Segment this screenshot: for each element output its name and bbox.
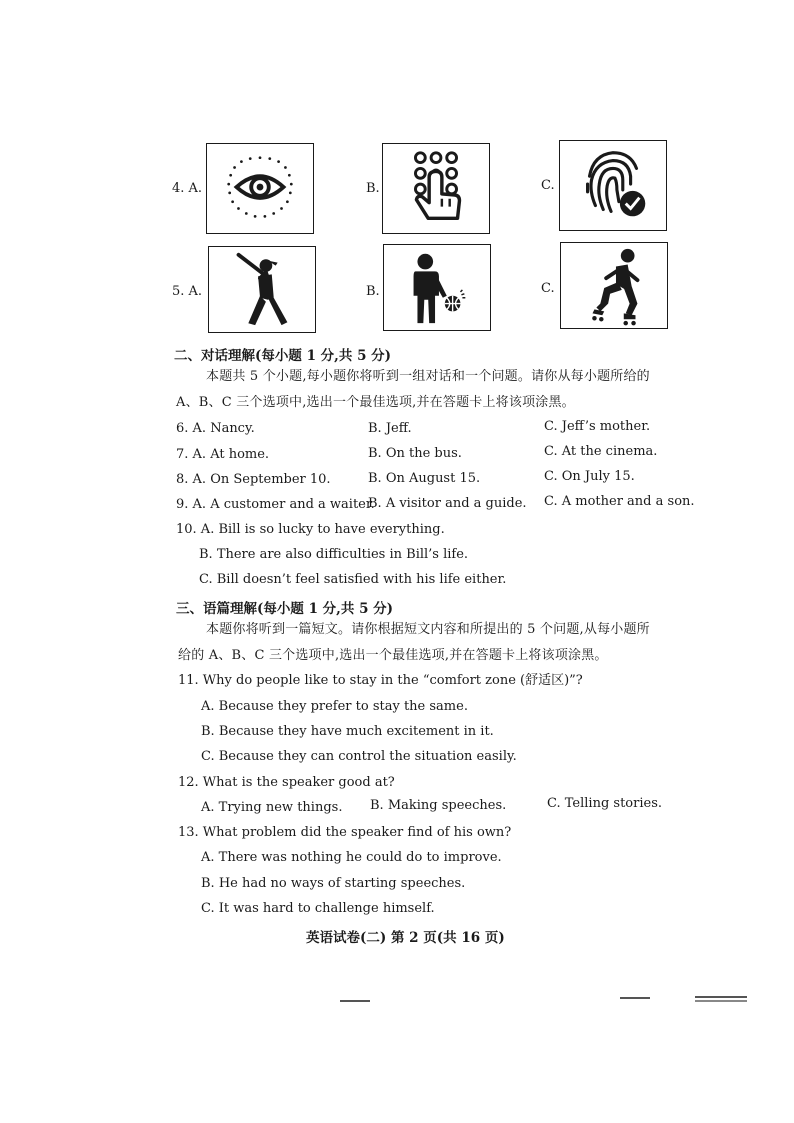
q8-option-a: 8. A. On September 10. [176,472,331,487]
section2-intro-line1: 本题共 5 个小题,每小题你将听到一组对话和一个问题。请你从每小题所给的 [206,369,650,384]
baseball-player-icon [208,246,316,333]
q9-option-a: 9. A. A customer and a waiter. [176,497,375,512]
q13-question: 13. What problem did the speaker find of his own? [178,825,512,840]
scan-mark [695,1000,747,1002]
q12-option-a: A. Trying new things. [201,800,343,815]
q10-option-b: B. There are also difficulties in Bill’s life. [199,547,469,562]
q10-option-c: C. Bill doesn’t feel satisfied with his life either. [199,572,507,587]
scan-mark [340,1000,370,1002]
q13-option-a: A. There was nothing he could do to improve. [201,850,502,865]
q4-c-label: C. [541,178,555,193]
q10-option-a: 10. A. Bill is so lucky to have everything. [176,522,445,537]
section2-title: 二、对话理解(每小题 1 分,共 5 分) [174,348,392,364]
q13-option-b: B. He had no ways of starting speeches. [201,876,466,891]
page-footer: 英语试卷(二) 第 2 页(共 16 页) [306,930,505,946]
q11-option-b: B. Because they have much excitement in it. [201,724,494,739]
q12-option-b: B. Making speeches. [370,798,507,813]
section3-intro-line1: 本题你将听到一篇短文。请你根据短文内容和所提出的 5 个问题,从每小题所 [206,622,650,637]
section2-intro-line2: A、B、C 三个选项中,选出一个最佳选项,并在答题卡上将该项涂黑。 [176,395,575,410]
q5-label: 5. A. [172,284,203,299]
section3-title: 三、语篇理解(每小题 1 分,共 5 分) [176,601,394,617]
q12-question: 12. What is the speaker good at? [178,775,395,790]
q4-label: 4. A. [172,181,203,196]
q5-b-label: B. [366,284,380,299]
q6-option-c: C. Jeff’s mother. [544,419,651,434]
q9-option-b: B. A visitor and a guide. [368,496,527,511]
fingerprint-check-icon [559,140,667,231]
q11-question: 11. Why do people like to stay in the “comfort zone (舒适区)”? [178,673,583,688]
q8-option-b: B. On August 15. [368,471,481,486]
q9-option-c: C. A mother and a son. [544,494,695,509]
roller-skater-icon [560,242,668,329]
q7-option-b: B. On the bus. [368,446,462,461]
q8-option-c: C. On July 15. [544,469,635,484]
basketball-player-icon [383,244,491,331]
q6-option-a: 6. A. Nancy. [176,421,255,436]
q7-option-a: 7. A. At home. [176,447,270,462]
scan-mark [695,996,747,998]
q5-c-label: C. [541,281,555,296]
q12-option-c: C. Telling stories. [547,796,662,811]
q11-option-c: C. Because they can control the situation easily. [201,749,517,764]
q6-option-b: B. Jeff. [368,421,412,436]
q13-option-c: C. It was hard to challenge himself. [201,901,435,916]
section3-intro-line2: 给的 A、B、C 三个选项中,选出一个最佳选项,并在答题卡上将该项涂黑。 [178,648,608,663]
keypad-touch-icon [382,143,490,234]
q4-b-label: B. [366,181,380,196]
q11-option-a: A. Because they prefer to stay the same. [201,699,468,714]
eye-scan-icon [206,143,314,234]
scan-mark [620,997,650,999]
q7-option-c: C. At the cinema. [544,444,658,459]
